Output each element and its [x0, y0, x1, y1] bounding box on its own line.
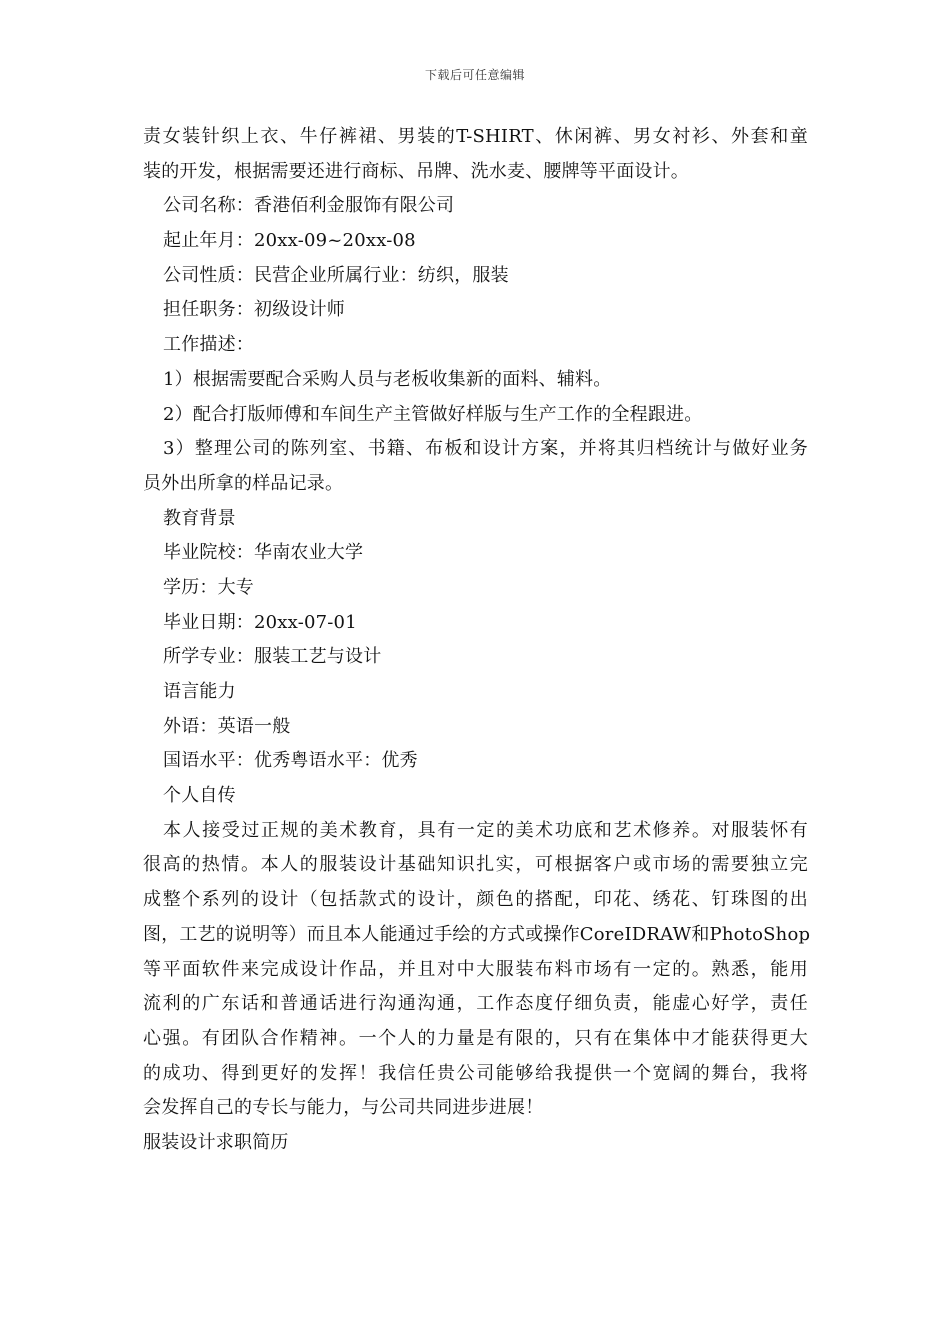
document-body [143, 120, 811, 1161]
foreign-language-line: 外语：英语一般 [163, 715, 291, 737]
graduation-date-line: 毕业日期：20xx-07-01 [163, 611, 357, 633]
autobiography-line: 很高的热情。本人的服装设计基础知识扎实，可根据客户或市场的需要独立完 [143, 854, 808, 876]
autobiography-line: 等平面软件来完成设计作品，并且对中大服装布料市场有一定的。熟悉，能用 [143, 958, 808, 980]
language-heading: 语言能力 [163, 681, 236, 702]
job-duty-item-continued: 员外出所拿的样品记录。 [143, 472, 344, 494]
employment-period-line: 起止年月：20xx-09~20xx-08 [163, 230, 416, 252]
company-type-line: 公司性质：民营企业所属行业：纺织，服装 [163, 264, 509, 286]
autobiography-line: 图，工艺的说明等）而且本人能通过手绘的方式或操作CoreIDRAW和PhotoShop [143, 923, 811, 945]
autobiography-line: 本人接受过正规的美术教育，具有一定的美术功底和艺术修养。对服装怀有 [163, 819, 808, 841]
autobiography-line: 流利的广东话和普通话进行沟通沟通，工作态度仔细负责，能虚心好学，责任 [143, 993, 808, 1015]
autobiography-line: 的成功、得到更好的发挥！我信任贵公司能够给我提供一个宽阔的舞台，我将 [143, 1062, 808, 1084]
autobiography-line: 成整个系列的设计（包括款式的设计，颜色的搭配，印花、绣花、钉珠图的出 [143, 889, 808, 911]
page-header-note: 下载后可任意编辑 [424, 68, 525, 82]
autobiography-line: 心强。有团队合作精神。一个人的力量是有限的，只有在集体中才能获得更大 [143, 1027, 808, 1049]
body-line: 责女装针织上衣、牛仔裤裙、男装的T-SHIRT、休闲裤、男女衬衫、外套和童 [143, 126, 808, 147]
major-line: 所学专业：服装工艺与设计 [163, 646, 382, 668]
degree-line: 学历：大专 [163, 576, 254, 598]
autobiography-heading: 个人自传 [163, 785, 236, 807]
company-name-line: 公司名称：香港佰利金服饰有限公司 [163, 195, 455, 217]
job-duty-item: 2）配合打版师傅和车间生产主管做好样版与生产工作的全程跟进。 [163, 403, 703, 425]
autobiography-line: 会发挥自己的专长与能力，与公司共同进步进展！ [143, 1097, 544, 1119]
education-heading: 教育背景 [163, 507, 236, 529]
body-line: 装的开发，根据需要还进行商标、吊牌、洗水麦、腰牌等平面设计。 [143, 160, 689, 182]
dialect-level-line: 国语水平：优秀粤语水平：优秀 [163, 750, 418, 772]
job-title-line: 担任职务：初级设计师 [163, 299, 345, 321]
job-description-heading: 工作描述： [163, 334, 254, 356]
school-line: 毕业院校：华南农业大学 [163, 542, 364, 564]
job-duty-item: 1）根据需要配合采购人员与老板收集新的面料、辅料。 [163, 368, 612, 390]
resume-title-footer: 服装设计求职简历 [143, 1131, 289, 1153]
job-duty-item: 3）整理公司的陈列室、书籍、布板和设计方案，并将其归档统计与做好业务 [163, 438, 808, 460]
